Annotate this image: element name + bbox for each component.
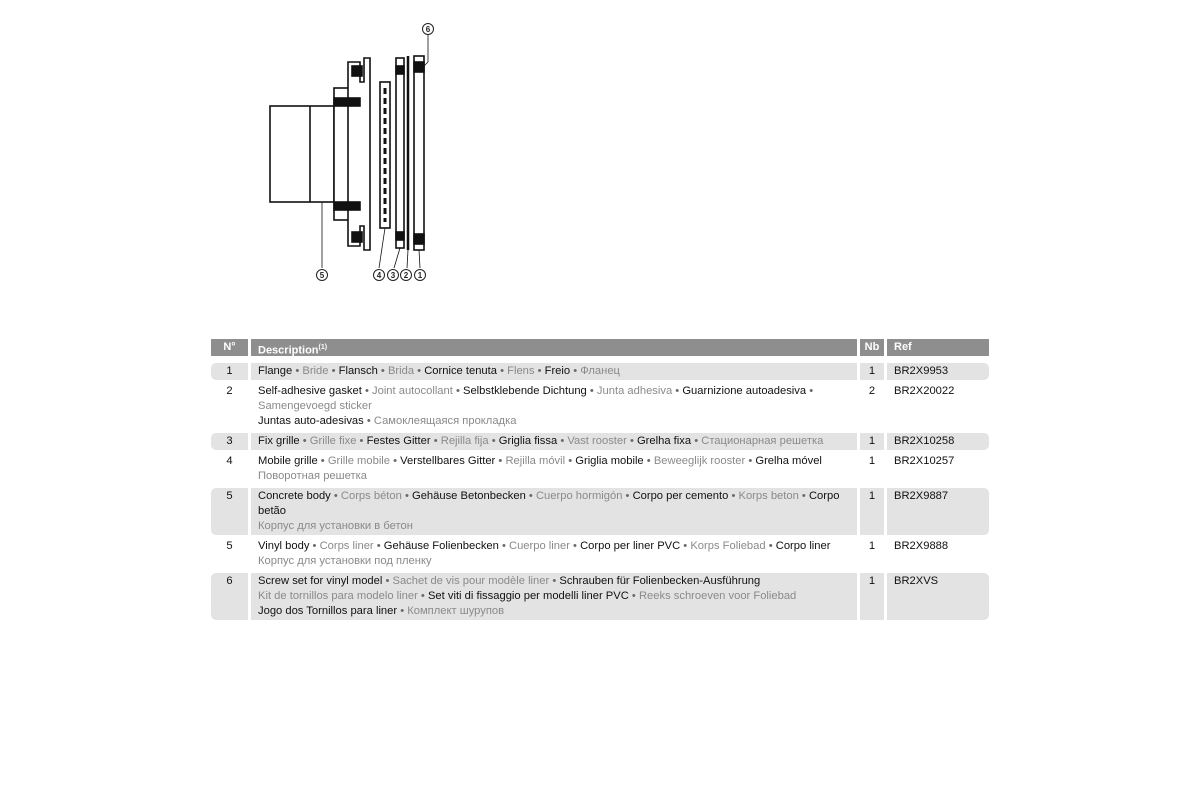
table-row xyxy=(211,488,989,535)
row-description xyxy=(251,573,857,620)
row-number: 3 xyxy=(211,433,248,450)
mobile-grille-part xyxy=(380,82,390,228)
header-description xyxy=(251,339,857,356)
description-line xyxy=(258,604,857,619)
row-quantity: 1 xyxy=(860,363,884,380)
translation-text: Grelha fixa xyxy=(636,435,692,447)
translation-text: Festes Gitter xyxy=(366,435,431,447)
row-reference: BR2X10257 xyxy=(894,455,955,467)
bullet-separator: • xyxy=(728,490,739,502)
row-reference: BR2X9888 xyxy=(894,540,949,552)
svg-text:3: 3 xyxy=(390,271,396,280)
table-row xyxy=(211,453,989,485)
bullet-separator: • xyxy=(557,435,568,447)
bullet-separator: • xyxy=(565,455,576,467)
translation-text: Freio xyxy=(544,365,571,377)
description-line xyxy=(258,454,857,469)
callout-3 xyxy=(388,270,399,281)
bullet-separator: • xyxy=(643,455,654,467)
translation-text: Grelha móvel xyxy=(755,455,822,467)
callout-4 xyxy=(374,270,385,281)
bullet-separator: • xyxy=(299,435,310,447)
body-part xyxy=(270,58,370,250)
row-quantity: 1 xyxy=(868,540,876,552)
bullet-separator: • xyxy=(363,415,374,427)
translation-text: Jogo dos Tornillos para liner xyxy=(258,605,398,617)
translation-text: Vast rooster xyxy=(567,435,627,447)
parts-drawing xyxy=(270,34,428,268)
bullet-separator: • xyxy=(417,590,428,602)
translation-text: Rejilla móvil xyxy=(505,455,566,467)
table-row xyxy=(211,538,989,570)
bullet-separator: • xyxy=(622,490,633,502)
description-line xyxy=(258,384,857,414)
translation-text: Corps béton xyxy=(340,490,402,502)
translation-text: Поворотная решетка xyxy=(258,470,367,482)
translation-text: Cuerpo hormigón xyxy=(535,490,623,502)
row-number: 5 xyxy=(211,488,248,535)
description-line xyxy=(258,574,857,589)
translation-text: Комплект шурупов xyxy=(407,605,505,617)
translation-text: Beweeglijk rooster xyxy=(653,455,746,467)
translation-text: Korps beton xyxy=(738,490,799,502)
row-quantity: 1 xyxy=(868,455,876,467)
header-description-note: (1) xyxy=(318,344,328,351)
callout-5 xyxy=(317,270,328,281)
table-row xyxy=(211,383,989,430)
bullet-separator: • xyxy=(549,575,560,587)
translation-text: Kit de tornillos para modelo liner xyxy=(258,590,418,602)
callout-2 xyxy=(401,270,412,281)
table-row xyxy=(211,433,989,450)
svg-text:2: 2 xyxy=(403,271,409,280)
table-row xyxy=(211,573,989,620)
translation-text: Corpo betão xyxy=(258,490,840,517)
description-line xyxy=(258,554,857,569)
row-quantity: 2 xyxy=(868,385,876,397)
table-body xyxy=(211,363,989,620)
description-line xyxy=(258,489,857,519)
bullet-separator: • xyxy=(292,365,303,377)
translation-text: Corps liner xyxy=(319,540,374,552)
translation-text: Flens xyxy=(507,365,535,377)
row-reference: BR2X10258 xyxy=(887,433,989,450)
bullet-separator: • xyxy=(356,435,367,447)
svg-text:6: 6 xyxy=(425,25,431,34)
bullet-separator: • xyxy=(430,435,441,447)
bullet-separator: • xyxy=(628,590,639,602)
row-description xyxy=(251,453,857,485)
row-number: 2 xyxy=(226,385,233,397)
translation-text: Samengevoegd sticker xyxy=(258,400,372,412)
translation-text: Bride xyxy=(302,365,329,377)
row-description xyxy=(251,433,857,450)
bullet-separator: • xyxy=(382,575,393,587)
bullet-separator: • xyxy=(377,365,388,377)
bullet-separator: • xyxy=(488,435,499,447)
translation-text: Rejilla fija xyxy=(440,435,489,447)
exploded-view-diagram xyxy=(260,18,450,288)
bullet-separator: • xyxy=(361,385,372,397)
bullet-separator: • xyxy=(680,540,691,552)
translation-text: Cuerpo liner xyxy=(509,540,570,552)
bullet-separator: • xyxy=(452,385,463,397)
translation-text: Fix grille xyxy=(258,435,300,447)
row-reference: BR2X20022 xyxy=(894,385,955,397)
translation-text: Стационарная решетка xyxy=(701,435,824,447)
translation-text: Brida xyxy=(387,365,415,377)
flange-part xyxy=(414,56,424,250)
translation-text: Korps Foliebad xyxy=(690,540,766,552)
bullet-separator: • xyxy=(691,435,702,447)
row-number: 4 xyxy=(226,455,233,467)
bullet-separator: • xyxy=(765,540,776,552)
description-line xyxy=(258,589,857,604)
row-quantity: 1 xyxy=(860,488,884,535)
bullet-separator: • xyxy=(414,365,425,377)
bullet-separator: • xyxy=(390,455,401,467)
bullet-separator: • xyxy=(672,385,683,397)
translation-text: Set viti di fissaggio per modelli liner PVC xyxy=(427,590,629,602)
callout-6 xyxy=(423,24,434,35)
bullet-separator: • xyxy=(397,605,408,617)
bullet-separator: • xyxy=(798,490,809,502)
row-number: 5 xyxy=(226,540,233,552)
svg-text:4: 4 xyxy=(376,271,382,280)
description-line xyxy=(258,364,857,379)
translation-text: Griglia mobile xyxy=(575,455,644,467)
description-line xyxy=(258,469,857,484)
header-description-label: Description xyxy=(258,344,319,357)
row-reference: BR2X9953 xyxy=(887,363,989,380)
translation-text: Gehäuse Folienbecken xyxy=(383,540,499,552)
svg-text:1: 1 xyxy=(417,271,423,280)
table-header xyxy=(211,339,989,356)
fix-grille-part xyxy=(396,58,404,248)
row-quantity: 1 xyxy=(860,433,884,450)
description-line xyxy=(258,434,857,449)
translation-text: Self-adhesive gasket xyxy=(258,385,362,397)
translation-text: Selbstklebende Dichtung xyxy=(463,385,587,397)
row-quantity: 1 xyxy=(860,573,884,620)
table-row xyxy=(211,363,989,380)
row-number: 6 xyxy=(211,573,248,620)
translation-text: Grille mobile xyxy=(327,455,391,467)
bullet-separator: • xyxy=(806,385,814,397)
translation-text: Corpo per liner PVC xyxy=(580,540,681,552)
translation-text: Корпус для установки под пленку xyxy=(258,555,432,567)
row-description xyxy=(251,363,857,380)
bullet-separator: • xyxy=(373,540,384,552)
translation-text: Joint autocollant xyxy=(372,385,453,397)
bullet-separator: • xyxy=(496,365,508,377)
bullet-separator: • xyxy=(401,490,412,502)
translation-text: Vinyl body xyxy=(258,540,310,552)
translation-text: Concrete body xyxy=(258,490,331,502)
translation-text: Corpo per cemento xyxy=(632,490,729,502)
translation-text: Griglia fissa xyxy=(498,435,558,447)
row-number: 1 xyxy=(211,363,248,380)
bullet-separator: • xyxy=(626,435,637,447)
bullet-separator: • xyxy=(534,365,545,377)
translation-text: Фланец xyxy=(580,365,620,377)
bullet-separator: • xyxy=(745,455,756,467)
translation-text: Corpo liner xyxy=(775,540,831,552)
bullet-separator: • xyxy=(328,365,339,377)
bullet-separator: • xyxy=(498,540,509,552)
translation-text: Juntas auto-adesivas xyxy=(258,415,364,427)
row-reference: BR2X9887 xyxy=(887,488,989,535)
row-reference: BR2XVS xyxy=(887,573,989,620)
bullet-separator: • xyxy=(495,455,506,467)
row-description xyxy=(251,538,857,570)
row-description xyxy=(251,383,857,430)
description-line xyxy=(258,414,857,429)
translation-text: Самоклеящаяся прокладка xyxy=(373,415,517,427)
header-quantity: Nb xyxy=(860,339,884,356)
translation-text: Schrauben für Folienbecken-Ausführung xyxy=(559,575,761,587)
translation-text: Flange xyxy=(258,365,293,377)
bullet-separator: • xyxy=(525,490,536,502)
translation-text: Корпус для установки в бетон xyxy=(258,520,413,532)
bullet-separator: • xyxy=(586,385,597,397)
svg-text:5: 5 xyxy=(319,271,325,280)
header-reference: Ref xyxy=(887,339,989,356)
translation-text: Sachet de vis pour modèle liner xyxy=(392,575,550,587)
row-description xyxy=(251,488,857,535)
translation-text: Verstellbares Gitter xyxy=(400,455,496,467)
bullet-separator: • xyxy=(570,365,581,377)
bullet-separator: • xyxy=(317,455,328,467)
translation-text: Grille fixe xyxy=(309,435,357,447)
translation-text: Cornice tenuta xyxy=(424,365,497,377)
translation-text: Reeks schroeven voor Foliebad xyxy=(638,590,797,602)
translation-text: Gehäuse Betonbecken xyxy=(412,490,526,502)
translation-text: Screw set for vinyl model xyxy=(258,575,383,587)
bullet-separator: • xyxy=(330,490,341,502)
bullet-separator: • xyxy=(569,540,581,552)
description-line xyxy=(258,539,857,554)
translation-text: Flansch xyxy=(338,365,378,377)
translation-text: Mobile grille xyxy=(258,455,318,467)
header-number: N° xyxy=(211,339,248,356)
translation-text: Junta adhesiva xyxy=(596,385,673,397)
parts-table xyxy=(211,339,989,623)
callout-1 xyxy=(415,270,426,281)
bullet-separator: • xyxy=(309,540,320,552)
translation-text: Guarnizione autoadesiva xyxy=(682,385,807,397)
description-line xyxy=(258,519,857,534)
